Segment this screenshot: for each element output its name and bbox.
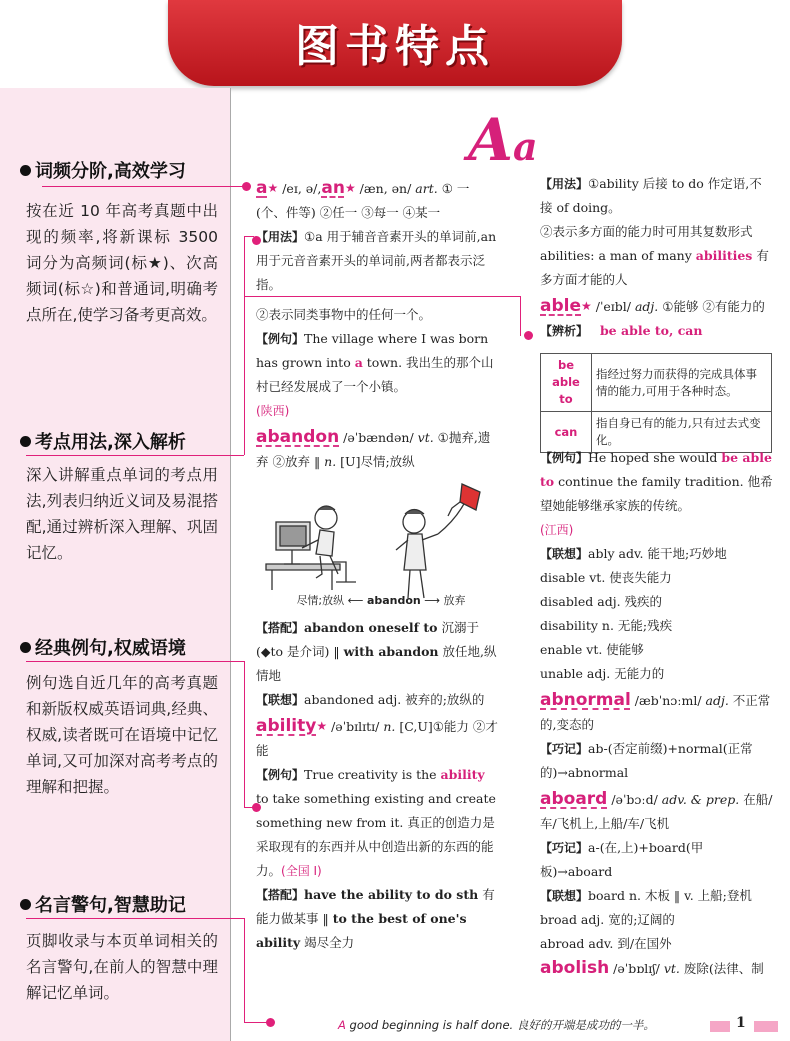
association-line: unable adj. 无能力的	[540, 666, 665, 681]
aboard-tip: 【巧记】a-(在,上)+board(甲板)→aboard	[540, 840, 704, 879]
page-bar	[754, 1021, 778, 1032]
feature-body-1: 按在近 10 年高考真题中出现的频率,将新课标 3500 词分为高频词(标★)、次高频词(标☆)和普通词,明确考点所在,使学习备考更高效。	[26, 202, 218, 324]
star-icon: ★	[581, 299, 592, 313]
entry-a-usage: 【用法】①a 用于辅音音素开头的单词前,an 用于元音音素开头的单词前,两者都表示泛指。	[256, 229, 497, 292]
left-arrow-icon: ⟵	[347, 594, 364, 607]
table-row: be able to 指经过努力而获得的完成具体事情的能力,可用于各种时态。	[541, 354, 772, 412]
connector-line	[244, 236, 254, 237]
bullet-icon	[20, 165, 31, 176]
connector-dot	[242, 182, 251, 191]
association-line: disable vt. 使丧失能力	[540, 570, 672, 585]
bullet-icon	[20, 436, 31, 447]
connector-line	[26, 918, 244, 919]
feature-heading-3: 经典例句,权威语境	[20, 634, 186, 660]
entry-a-example: 【例句】The village where I was born has grown into a town. 我出生的那个山村已经发展成了一个小镇。	[256, 331, 494, 394]
ability-collocation: 【搭配】have the ability to do sth 有能力做某事 ‖ to the best of one's ability 竭尽全力	[256, 887, 495, 950]
dictionary-column-2	[540, 172, 774, 343]
connector-line	[244, 236, 245, 455]
able-association: 【联想】ably adv. 能干地;巧妙地	[540, 546, 727, 561]
ability-usage: 【用法】①ability 后接 to do 作定语,不接 of doing。	[540, 176, 762, 215]
star-icon: ★	[344, 181, 356, 195]
bullet-icon	[20, 899, 31, 910]
comparison-table	[540, 353, 772, 453]
entry-abnormal: abnormal /æbˈnɔːml/ adj. 不正常的,变态的	[540, 690, 771, 732]
header-banner	[168, 0, 622, 86]
source-label: (江西)	[540, 523, 574, 537]
able-discrimination: 【辨析】 be able to, can	[540, 323, 703, 338]
entry-a-usage-2: ②表示同类事物中的任何一个。	[256, 307, 432, 322]
page-number: 1	[736, 1015, 746, 1031]
association-line: broad adj. 宽的;辽阔的	[540, 912, 675, 927]
feature-body-2: 深入讲解重点单词的考点用法,列表归纳近义词及易混搭配,通过辨析深入理解、巩固记忆。	[26, 466, 218, 562]
feature-body-3: 例句选自近几年的高考真题和新版权威英语词典,经典、权威,读者既可在语境中记忆单词,又可加深对高考考点的理解和把握。	[26, 674, 218, 796]
right-arrow-icon: ⟶	[424, 594, 441, 607]
star-icon: ★	[316, 719, 328, 733]
connector-dot	[524, 331, 533, 340]
connector-line	[244, 918, 245, 1022]
ability-usage-2: ②表示多方面的能力时可用其复数形式 abilities: a man of many abilities 有多方面才能的人	[540, 224, 769, 287]
connector-line	[244, 661, 245, 807]
dictionary-column-1-lower	[256, 616, 499, 955]
dictionary-column-1	[256, 176, 499, 474]
feature-body-4: 页脚收录与本页单词相关的名言警句,在前人的智慧中理解记忆单词。	[26, 932, 218, 1002]
entry-able: able★ /ˈeɪbl/ adj. ①能够 ②有能力的	[540, 296, 765, 316]
entry-aboard: aboard /əˈbɔːd/ adv. & prep. 在船/车/飞机上,上船/车/飞机	[540, 789, 773, 831]
entry-abolish: abolish /əˈbɒlɪʃ/ vt. 废除(法律、制	[540, 958, 764, 978]
dictionary-column-2-lower	[540, 446, 774, 981]
footer-quote: A good beginning is half done. 良好的开端是成功的一半。	[338, 1018, 655, 1032]
association-line: abroad adv. 到/在国外	[540, 936, 672, 951]
entry-ability: ability★ /əˈbɪlɪtɪ/ n. [C,U]①能力 ②才能	[256, 716, 498, 758]
section-letter: Aa	[468, 106, 538, 174]
association-line: disability n. 无能;残疾	[540, 618, 673, 633]
banner-title: 图书特点	[295, 21, 495, 72]
feature-heading-2: 考点用法,深入解析	[20, 428, 186, 454]
aboard-association: 【联想】board n. 木板 ‖ v. 上船;登机	[540, 888, 752, 903]
abandon-association: 【联想】abandoned adj. 被弃的;放纵的	[256, 692, 485, 707]
entry-a: a★ /eɪ, ə/,an★ /æn, ən/ art. ① 一(个、件等) ②任一 ③每一 ④某一	[256, 178, 470, 220]
entry-abandon: abandon /əˈbændən/ vt. ①抛弃,遗弃 ②放弃 ‖ n. [U]尽情;放纵	[256, 427, 491, 469]
association-line: disabled adj. 残疾的	[540, 594, 663, 609]
abnormal-tip: 【巧记】ab-(否定前缀)+normal(正常的)→abnormal	[540, 741, 753, 780]
connector-line	[42, 186, 246, 187]
feature-heading-4: 名言警句,智慧助记	[20, 891, 186, 917]
table-row: can 指自身已有的能力,只有过去式变化。	[541, 412, 772, 453]
illustration-caption: 尽情;放纵 ⟵ abandon ⟶ 放弃	[296, 594, 466, 607]
feature-heading-1: 词频分阶,高效学习	[20, 157, 186, 183]
association-line: enable vt. 使能够	[540, 642, 644, 657]
connector-dot	[266, 1018, 275, 1027]
connector-line	[244, 1022, 268, 1023]
star-icon: ★	[267, 181, 279, 195]
connector-line	[26, 455, 244, 675]
connector-line	[244, 807, 254, 808]
boy-with-kite-drawing	[396, 484, 480, 598]
connector-line	[26, 661, 244, 662]
connector-line	[520, 296, 521, 336]
able-example: 【例句】He hoped she would be able to continue the family tradition. 他希望她能够继承家族的传统。	[540, 450, 773, 513]
abandon-collocation: 【搭配】abandon oneself to 沉溺于(◆to 是介词) ‖ with abandon 放任地,纵情地	[256, 620, 497, 683]
source-label: (陕西)	[256, 404, 290, 418]
ability-example: 【例句】True creativity is the ability to take something existing and create something new from it. 真正的创造力是采取现有的东西并从中创造出新的东西的能力。(全国 I)	[256, 767, 496, 878]
page-bar	[710, 1021, 730, 1032]
